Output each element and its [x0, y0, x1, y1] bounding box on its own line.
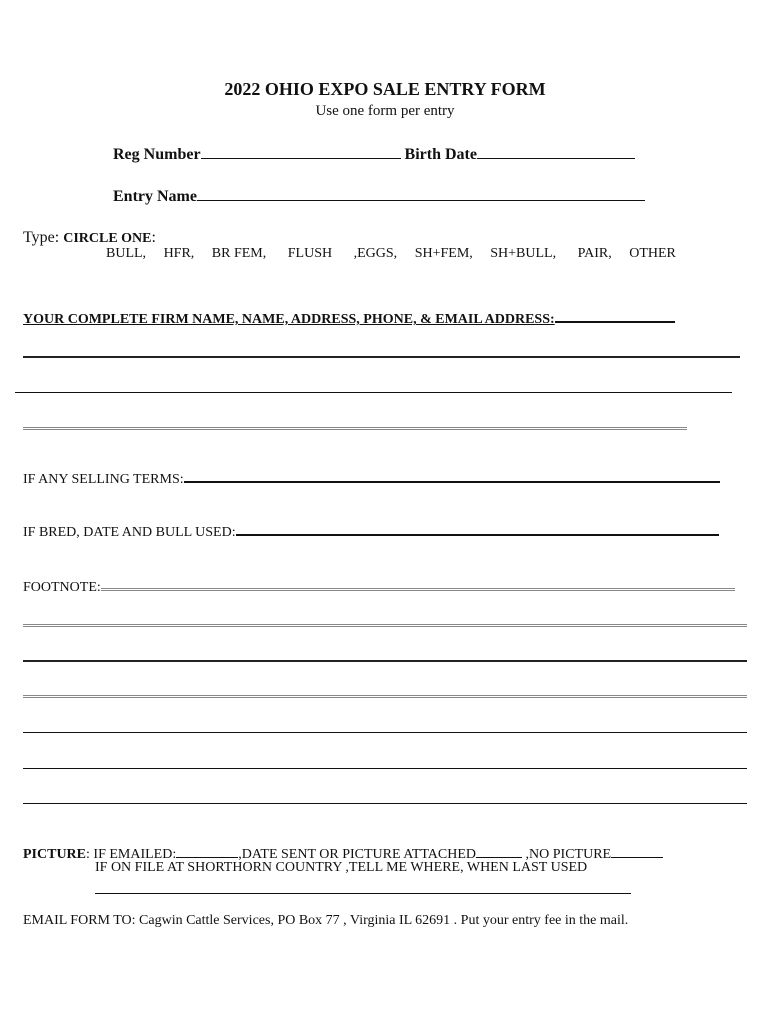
footnote-row: [23, 574, 735, 596]
page-title: 2022 OHIO EXPO SALE ENTRY FORM: [224, 79, 546, 99]
type-option-sh-fem[interactable]: SH+FEM,: [414, 246, 473, 261]
picture-on-file-line[interactable]: [95, 893, 631, 894]
picture-attached-field[interactable]: [476, 843, 522, 858]
footnote-line-2[interactable]: [23, 660, 747, 662]
firm-label: YOUR COMPLETE FIRM NAME, NAME, ADDRESS, PHONE, & EMAIL ADDRESS: [23, 312, 550, 327]
selling-terms-field[interactable]: [184, 467, 720, 483]
circle-one-label: CIRCLE ONE: [63, 231, 152, 246]
bred-field[interactable]: [236, 520, 719, 536]
type-option-other[interactable]: OTHER: [629, 246, 676, 261]
type-row: [23, 229, 156, 247]
no-picture-field[interactable]: [611, 843, 663, 858]
firm-line-1[interactable]: [23, 356, 740, 358]
footnote-label: FOOTNOTE:: [23, 580, 101, 595]
bred-row: [23, 520, 719, 541]
entry-name-field[interactable]: [197, 186, 645, 201]
type-option-pair[interactable]: PAIR,: [577, 246, 612, 261]
type-option-sh-bull[interactable]: SH+BULL,: [490, 246, 557, 261]
selling-terms-row: [23, 467, 720, 488]
type-label: Type:: [23, 229, 60, 246]
bred-label: IF BRED, DATE AND BULL USED:: [23, 525, 236, 540]
type-option-flush[interactable]: FLUSH: [287, 246, 333, 261]
type-option-br-fem[interactable]: BR FEM,: [211, 246, 267, 261]
footnote-field[interactable]: [101, 574, 735, 591]
selling-terms-label: IF ANY SELLING TERMS:: [23, 472, 184, 487]
picture-label: PICTURE: [23, 847, 87, 862]
type-colon: :: [151, 229, 156, 246]
entry-name-label: Entry Name: [113, 188, 197, 205]
firm-row: YOUR COMPLETE FIRM NAME, NAME, ADDRESS, PHONE, & EMAIL ADDRESS:: [23, 307, 675, 328]
reg-birth-row: [113, 144, 635, 164]
entry-name-row: [113, 186, 645, 206]
footnote-line-1[interactable]: [23, 624, 747, 627]
firm-line-3[interactable]: [23, 427, 687, 430]
no-picture-label: ,NO PICTURE: [522, 847, 612, 862]
birth-date-field[interactable]: [477, 144, 635, 159]
reg-number-label: Reg Number: [113, 146, 201, 163]
firm-line-2[interactable]: [15, 392, 732, 393]
picture-emailed-field[interactable]: [176, 843, 238, 858]
picture-on-file-label: IF ON FILE AT SHORTHORN COUNTRY ,TELL ME WHERE, WHEN LAST USED: [95, 860, 588, 875]
type-option-bull[interactable]: BULL,: [106, 246, 147, 261]
birth-date-label: Birth Date: [404, 146, 477, 163]
footnote-line-5[interactable]: [23, 768, 747, 769]
footnote-line-6[interactable]: [23, 803, 747, 804]
footnote-line-4[interactable]: [23, 732, 747, 733]
type-option-hfr[interactable]: HFR,: [163, 246, 195, 261]
footnote-line-3[interactable]: [23, 695, 747, 698]
type-option-eggs[interactable]: ,EGGS,: [353, 246, 398, 261]
page-subtitle: Use one form per entry: [315, 103, 455, 119]
type-options: [106, 246, 690, 262]
picture-date-sent-label: ,DATE SENT OR PICTURE ATTACHED: [238, 847, 477, 862]
email-instructions: EMAIL FORM TO: Cagwin Cattle Services, PO Box 77 , Virginia IL 62691 . Put your entry fee in the mail.: [23, 913, 629, 928]
picture-emailed-label: : IF EMAILED:: [86, 847, 177, 862]
firm-field[interactable]: [555, 307, 675, 323]
reg-number-field[interactable]: [201, 144, 401, 159]
